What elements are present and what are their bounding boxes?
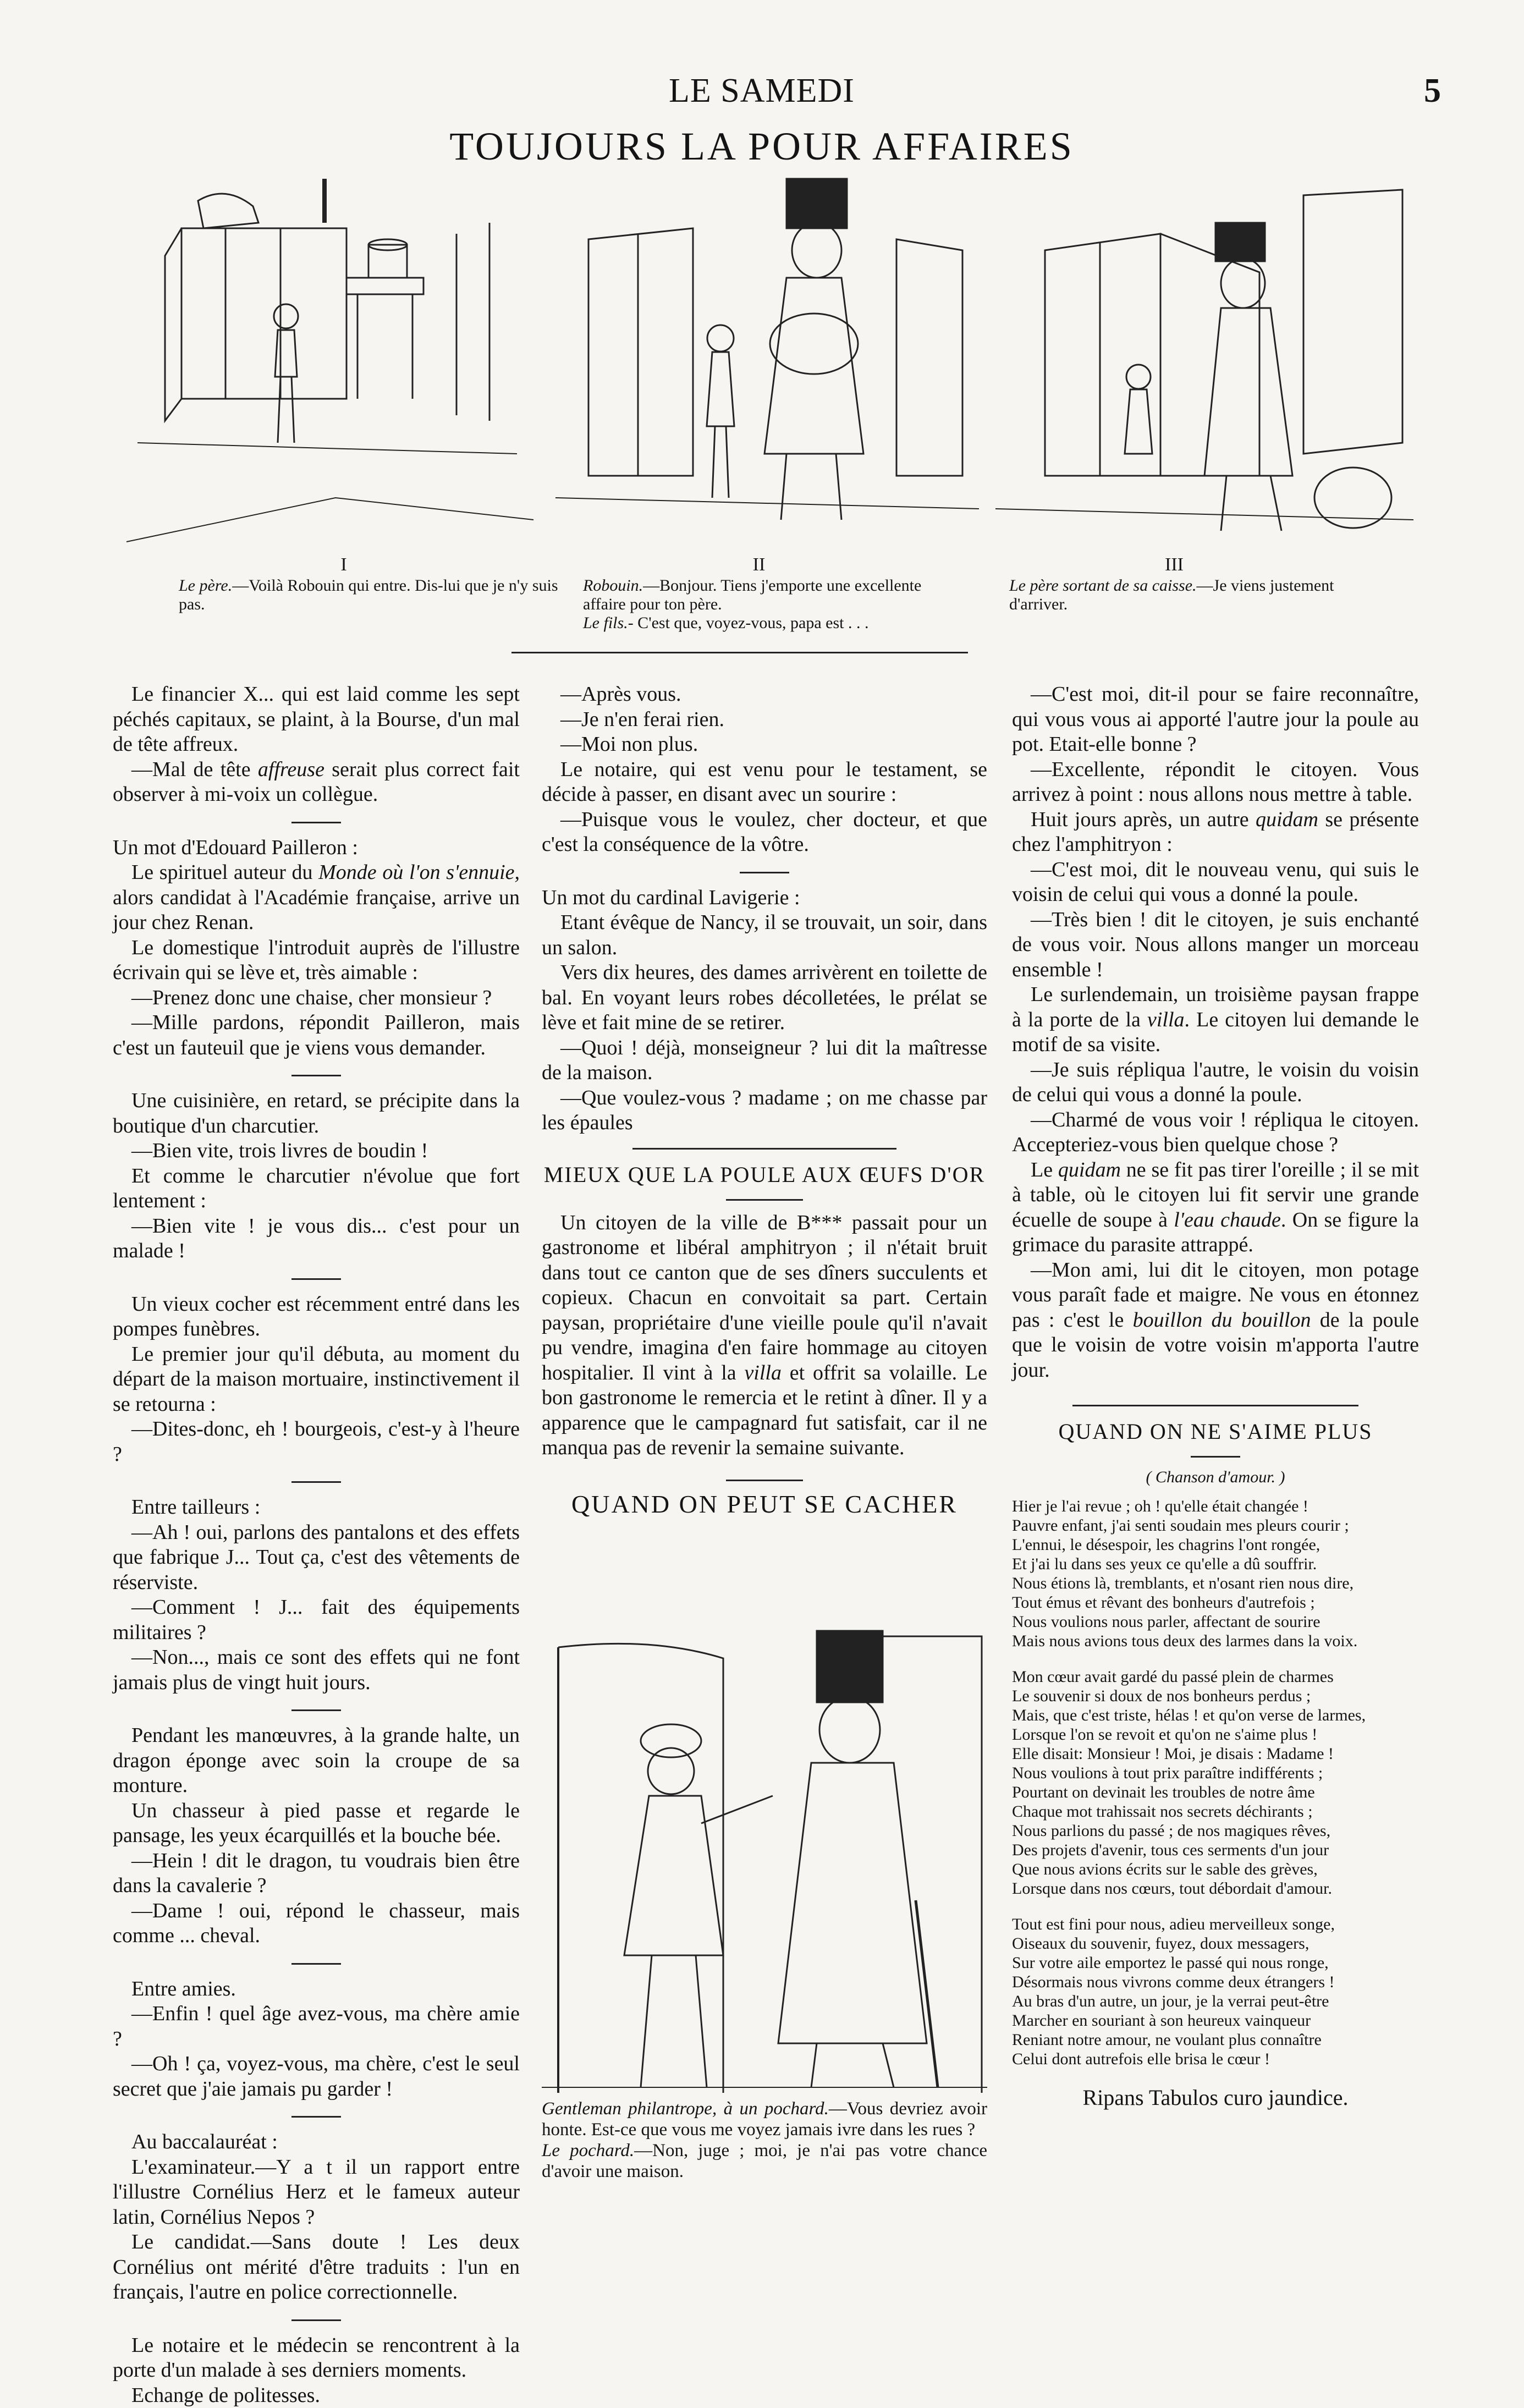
separator [291,1709,341,1711]
poem-line: Mais nous avions tous deux des larmes dans la voix. [1012,1631,1419,1651]
poem-line: Sur votre aile emportez le passé qui nous ronge, [1012,1953,1419,1972]
separator [291,2116,341,2118]
poem-line: Lorsque l'on se revoit et qu'on ne s'aime plus ! [1012,1725,1419,1744]
panel-3-number: III [1158,554,1191,575]
illustration-caption [542,2098,987,2182]
section-heading-cacher: QUAND ON PEUT SE CACHER [542,1491,987,1518]
paragraph: —Quoi ! déjà, monseigneur ? lui dit la maîtresse de la maison. [542,1036,987,1086]
newspaper-title: LE SAMEDI [82,72,1441,111]
paragraph: Le candidat.—Sans doute ! Les deux Cornélius ont mérité d'être traduits : l'un en français, l'autre en police correctionnelle. [113,2230,520,2305]
paragraph: Le domestique l'introduit auprès de l'illustre écrivain qui se lève et, très aimable : [113,936,520,986]
panel-2-caption [583,576,968,633]
panel-2-speaker: Robouin. [583,576,643,595]
paragraph: —C'est moi, dit le nouveau venu, qui suis le voisin de celui qui vous a donné la poule. [1012,857,1419,908]
poem-line: Celui dont autrefois elle brisa le cœur ! [1012,2049,1419,2069]
paragraph: —Bien vite ! je vous dis... c'est pour un malade ! [113,1214,520,1264]
paragraph: —Après vous. [542,682,987,707]
panel-2-text-2: - C'est que, voyez-vous, papa est . . . [628,614,869,632]
paragraph: —Hein ! dit le dragon, tu voudrais bien être dans la cavalerie ? [113,1849,520,1899]
paragraph: —Enfin ! quel âge avez-vous, ma chère amie ? [113,2002,520,2052]
poem-line: Pourtant on devinait les troubles de notre âme [1012,1783,1419,1802]
separator [726,1199,803,1201]
paragraph: Un citoyen de la ville de B*** passait pour un gastronome et libéral amphitryon ; il n'était bruit dans tout ce canton que de ses dîners succulents et copieux. Chacun en convoitait sa part. Certain paysan, propriétaire d'une vieille poule qu'il n'avait pu vendre, imagina d'en faire hommage au citoyen hospitalier. Il vint à la villa et offrit sa volaille. Le bon gastronome le remercia et le retint à dîner. Il y a apparence que le campagnard fut satisfait, car il ne manqua pas de revenir la semaine suivante. [542,1211,987,1461]
paragraph: —Oh ! ça, voyez-vous, ma chère, c'est le seul secret que j'aie jamais pu garder ! [113,2052,520,2102]
paragraph: —Mal de tête affreuse serait plus correct fait observer à mi-voix un collègue. [113,757,520,807]
paragraph: —Moi non plus. [542,732,987,757]
panel-2-text: —Bonjour. Tiens j'emporte une excellente affaire pour ton père. [583,576,921,613]
panel-1-number: I [327,554,360,575]
masthead [82,72,1441,121]
poem-line: Oiseaux du souvenir, fuyez, doux messagers, [1012,1934,1419,1953]
paragraph: —Mon ami, lui dit le citoyen, mon potage vous paraît fade et maigre. Ne vous en étonnez pas : c'est le bouillon du bouillon de la poule que le voisin de votre voisin m'apporta l'autre jour. [1012,1258,1419,1383]
paragraph: —Bien vite, trois livres de boudin ! [113,1139,520,1164]
illustration-quand-on-peut-se-cacher [542,1614,987,2093]
paragraph: —Prenez donc une chaise, cher monsieur ? [113,986,520,1011]
separator [726,1480,803,1481]
panel-1-drawing [115,168,539,547]
column-1 [113,682,520,2408]
cartoon-title: TOUJOURS LA POUR AFFAIRES [82,124,1441,169]
separator [1191,1456,1240,1458]
paragraph: —Puisque vous le voulez, cher docteur, et que c'est la conséquence de la vôtre. [542,807,987,857]
paragraph: —Non..., mais ce sont des effets qui ne font jamais plus de vingt huit jours. [113,1645,520,1695]
poem-line: Pauvre enfant, j'ai senti soudain mes pleurs courir ; [1012,1516,1419,1535]
separator [291,1278,341,1280]
paragraph: Un mot d'Edouard Pailleron : [113,835,520,861]
poem-line: Mais, que c'est triste, hélas ! et qu'on verse de larmes, [1012,1706,1419,1725]
separator [291,1963,341,1965]
poem-line: Nous voulions à tout prix paraître indifférents ; [1012,1763,1419,1783]
paragraph: Et comme le charcutier n'évolue que fort lentement : [113,1164,520,1214]
poem-line: Marcher en souriant à son heureux vainqueur [1012,2011,1419,2030]
paragraph: Etant évêque de Nancy, il se trouvait, un soir, dans un salon. [542,910,987,960]
paragraph: —Ah ! oui, parlons des pantalons et des effets que fabrique J... Tout ça, c'est des vêtements de réserviste. [113,1520,520,1596]
paragraph: Le notaire, qui est venu pour le testament, se décide à passer, en disant avec un sourire : [542,757,987,807]
column-3 [1012,682,1419,2110]
paragraph: —Charmé de vous voir ! répliqua le citoyen. Accepteriez-vous bien quelque chose ? [1012,1108,1419,1158]
poem-line: Lorsque dans nos cœurs, tout débordait d'amour. [1012,1879,1419,1898]
illustration-sketch [542,1614,987,2093]
panel-2-drawing [555,168,979,547]
paragraph: Le spirituel auteur du Monde où l'on s'ennuie, alors candidat à l'Académie française, arrive un jour chez Renan. [113,860,520,936]
poem-line: Reniant notre amour, ne voulant plus connaître [1012,2030,1419,2049]
panel-3-sketch [995,168,1413,547]
column-2 [542,682,987,1529]
separator [740,872,789,873]
paragraph: Huit jours après, un autre quidam se présente chez l'amphitryon : [1012,807,1419,857]
paragraph: Au baccalauréat : [113,2130,520,2155]
poem-line: Le souvenir si doux de nos bonheurs perdus ; [1012,1686,1419,1706]
panel-2-sketch [555,168,979,547]
paragraph: Le notaire et le médecin se rencontrent à la porte d'un malade à ses derniers moments. [113,2333,520,2383]
caption-text-1: —Vous devriez avoir honte. Est-ce que vous me voyez jamais ivre dans les rues ? [542,2099,987,2140]
poem [1012,1467,1419,2069]
separator [291,1075,341,1076]
panel-2-speaker-2: Le fils. [583,614,628,632]
paragraph: Le quidam ne se fit pas tirer l'oreille ; il se mit à table, où le citoyen lui fit servir une grande écuelle de soupe à l'eau chaude. On se figure la grimace du parasite attrappé. [1012,1158,1419,1258]
paragraph: Pendant les manœuvres, à la grande halte, un dragon éponge avec soin la croupe de sa monture. [113,1723,520,1799]
poem-subtitle: ( Chanson d'amour. ) [1012,1467,1419,1487]
panel-3-speaker: Le père sortant de sa caisse. [1009,576,1197,595]
panel-1-text: —Voilà Robouin qui entre. Dis-lui que je n'y suis pas. [179,576,558,613]
panel-1-caption [179,576,564,614]
separator [291,2319,341,2321]
section-rule [1072,1405,1358,1406]
paragraph: —Dame ! oui, répond le chasseur, mais comme ... cheval. [113,1899,520,1949]
paragraph: Entre amies. [113,1977,520,2002]
poem-line: L'ennui, le désespoir, les chagrins l'ont rongée, [1012,1535,1419,1554]
poem-line: Nous étions là, tremblants, et n'osant rien nous dire, [1012,1574,1419,1593]
page-number: 5 [1424,72,1441,111]
panel-3-text: —Je viens justement d'arriver. [1009,576,1334,613]
paragraph: Un chasseur à pied passe et regarde le pansage, les yeux écarquillés et la bouche bée. [113,1799,520,1849]
paragraph: —Comment ! J... fait des équipements militaires ? [113,1595,520,1645]
paragraph: Une cuisinière, en retard, se précipite dans la boutique d'un charcutier. [113,1088,520,1139]
paragraph: —C'est moi, dit-il pour se faire reconnaître, qui vous vous ai apporté l'autre jour la poule au pot. Etait-elle bonne ? [1012,682,1419,757]
caption-speaker-2: Le pochard. [542,2141,634,2160]
poem-line: Au bras d'un autre, un jour, je la verrai peut-être [1012,1992,1419,2011]
paragraph: L'examinateur.—Y a t il un rapport entre l'illustre Cornélius Herz et le fameux auteur latin, Cornélius Nepos ? [113,2155,520,2230]
paragraph: Vers dix heures, des dames arrivèrent en toilette de bal. En voyant leurs robes décolletées, le prélat se lève et fait mine de se retirer. [542,960,987,1036]
poem-signature: Ripans Tabulos curo jaundice. [1012,2085,1419,2110]
paragraph: —Que voulez-vous ? madame ; on me chasse par les épaules [542,1086,987,1136]
poem-stanza-3 [1012,1915,1419,2069]
paragraph: Le surlendemain, un troisième paysan frappe à la porte de la villa. Le citoyen lui demande le motif de sa visite. [1012,982,1419,1058]
paragraph: Entre tailleurs : [113,1495,520,1520]
paragraph: Un mot du cardinal Lavigerie : [542,886,987,911]
poem-line: Nous parlions du passé ; de nos magiques rêves, [1012,1821,1419,1840]
poem-stanza-2 [1012,1667,1419,1898]
paragraph: —Dites-donc, eh ! bourgeois, c'est-y à l'heure ? [113,1417,520,1467]
poem-line: Tout émus et rêvant des bonheurs d'autrefois ; [1012,1593,1419,1612]
panel-3-caption [1009,576,1394,614]
paragraph: Le financier X... qui est laid comme les sept péchés capitaux, se plaint, à la Bourse, d'un mal de tête affreux. [113,682,520,757]
poem-stanza-1 [1012,1497,1419,1651]
panel-2-number: II [742,554,775,575]
panel-3-drawing [995,168,1413,547]
caption-text-2: —Non, juge ; moi, je n'ai pas votre chance d'avoir une maison. [542,2141,987,2181]
paragraph: Un vieux cocher est récemment entré dans les pompes funèbres. [113,1292,520,1342]
paragraph: —Je n'en ferai rien. [542,707,987,733]
poem-line: Désormais nous vivrons comme deux étrangers ! [1012,1972,1419,1992]
paragraph: —Très bien ! dit le citoyen, je suis enchanté de vous voir. Nous allons manger un morceau ensemble ! [1012,908,1419,983]
section-heading-poule: MIEUX QUE LA POULE AUX ŒUFS D'OR [542,1162,987,1188]
strip-bottom-rule [511,652,968,653]
paragraph: —Je suis répliqua l'autre, le voisin du voisin de celui qui vous a donné la poule. [1012,1058,1419,1108]
poem-title: QUAND ON NE S'AIME PLUS [1012,1419,1419,1445]
paragraph: Echange de politesses. [113,2383,520,2408]
section-rule [632,1148,896,1150]
poem-line: Elle disait: Monsieur ! Moi, je disais : Madame ! [1012,1744,1419,1763]
poem-line: Que nous avions écrits sur le sable des grèves, [1012,1860,1419,1879]
poem-line: Tout est fini pour nous, adieu merveilleux songe, [1012,1915,1419,1934]
poem-line: Nous voulions nous parler, affectant de sourire [1012,1612,1419,1631]
poem-line: Chaque mot trahissait nos secrets déchirants ; [1012,1802,1419,1821]
panel-1-sketch [115,168,539,547]
poem-line: Et j'ai lu dans ses yeux ce qu'elle a dû souffrir. [1012,1554,1419,1574]
poem-line: Hier je l'ai revue ; oh ! qu'elle était changée ! [1012,1497,1419,1516]
poem-line: Mon cœur avait gardé du passé plein de charmes [1012,1667,1419,1686]
paragraph: Le premier jour qu'il débuta, au moment du départ de la maison mortuaire, instinctivement il se retourna : [113,1342,520,1417]
paragraph: —Excellente, répondit le citoyen. Vous arrivez à point : nous allons nous mettre à table. [1012,757,1419,807]
poem-line: Des projets d'avenir, tous ces serments d'un jour [1012,1840,1419,1860]
separator [291,822,341,823]
caption-speaker-1: Gentleman philantrope, à un pochard. [542,2099,829,2119]
paragraph: —Mille pardons, répondit Pailleron, mais c'est un fauteuil que je viens vous demander. [113,1010,520,1060]
comic-strip [115,168,1413,558]
panel-1-speaker: Le père. [179,576,232,595]
separator [291,1481,341,1483]
